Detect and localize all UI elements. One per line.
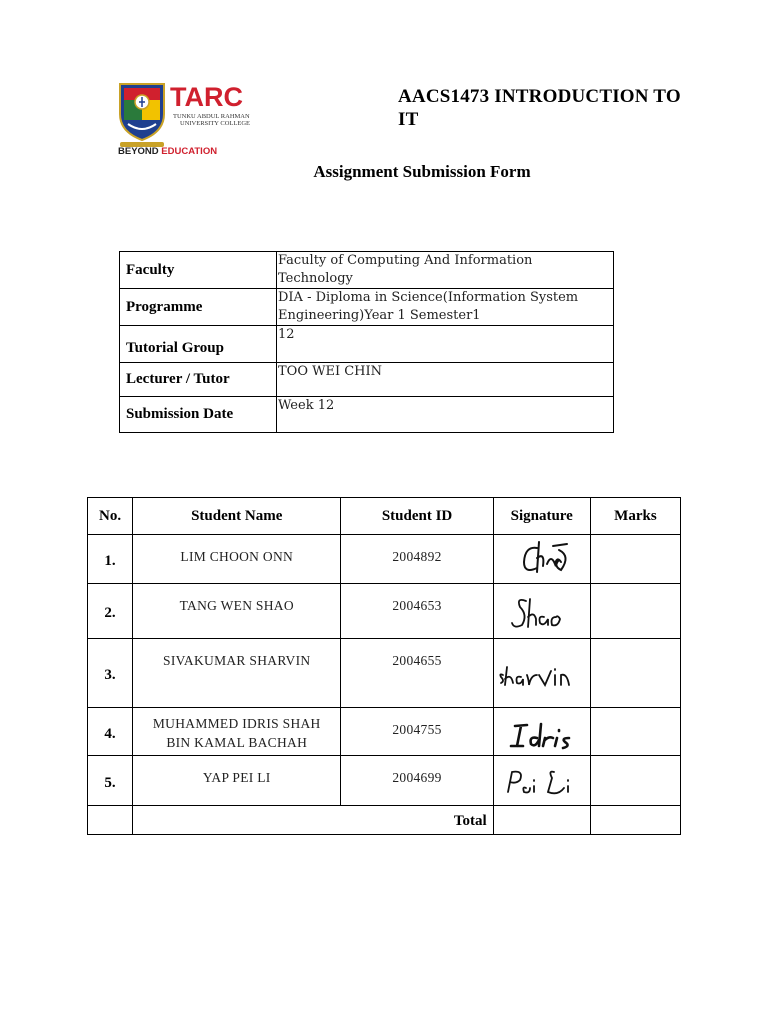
table-row — [88, 584, 681, 639]
student-name — [133, 708, 341, 756]
logo-line1: TUNKU ABDUL RAHMAN — [173, 113, 250, 120]
logo-line2: UNIVERSITY COLLEGE — [180, 120, 250, 127]
marks-cell — [590, 535, 680, 584]
signature-image — [497, 536, 587, 582]
signature-image — [496, 585, 588, 637]
info-label: Submission Date — [120, 397, 277, 433]
header-marks: Marks — [590, 498, 680, 535]
table-header-row — [88, 498, 681, 535]
table-row — [88, 535, 681, 584]
student-id: 2004699 — [341, 756, 493, 806]
signature-cell — [493, 756, 590, 806]
info-label: Faculty — [120, 252, 277, 289]
signature-cell — [493, 708, 590, 756]
info-label: Lecturer / Tutor — [120, 363, 277, 397]
student-id: 2004653 — [341, 584, 493, 639]
student-name: YAP PEI LI — [133, 756, 341, 806]
info-row-faculty — [120, 252, 614, 289]
student-name: SIVAKUMAR SHARVIN — [133, 639, 341, 708]
info-value: TOO WEI CHIN — [277, 363, 614, 397]
info-label: Tutorial Group — [120, 326, 277, 363]
total-label: Total — [133, 806, 494, 835]
table-row — [88, 639, 681, 708]
signature-cell — [493, 639, 590, 708]
info-value: Week 12 — [277, 397, 614, 433]
info-row-programme — [120, 289, 614, 326]
marks-cell — [590, 756, 680, 806]
student-id: 2004655 — [341, 639, 493, 708]
header-no: No. — [88, 498, 133, 535]
total-empty-cell — [88, 806, 133, 835]
row-number: 4. — [88, 708, 133, 756]
course-info-table — [119, 251, 614, 433]
student-name: LIM CHOON ONN — [133, 535, 341, 584]
student-id: 2004755 — [341, 708, 493, 756]
header-student-name: Student Name — [133, 498, 341, 535]
info-value: DIA - Diploma in Science(Information System Engineering)Year 1 Semester1 — [277, 289, 614, 326]
info-row-submission-date — [120, 397, 614, 433]
student-id: 2004892 — [341, 535, 493, 584]
info-value: 12 — [277, 326, 614, 363]
signature-image — [495, 653, 589, 693]
signature-cell — [493, 535, 590, 584]
table-row — [88, 708, 681, 756]
form-title: Assignment Submission Form — [313, 162, 531, 181]
info-value: Faculty of Computing And Information Technology — [277, 252, 614, 289]
total-row — [88, 806, 681, 835]
info-row-tutorial-group — [120, 326, 614, 363]
header-signature: Signature — [493, 498, 590, 535]
row-number: 5. — [88, 756, 133, 806]
student-name: TANG WEN SHAO — [133, 584, 341, 639]
students-table — [87, 497, 681, 835]
signature-image — [497, 710, 587, 754]
signature-image — [496, 758, 588, 804]
logo-brand: TARC — [170, 82, 243, 112]
total-signature-cell — [493, 806, 590, 835]
signature-cell — [493, 584, 590, 639]
row-number: 2. — [88, 584, 133, 639]
logo-tagline: BEYOND EDUCATION — [118, 146, 218, 157]
info-row-lecturer — [120, 363, 614, 397]
row-number: 1. — [88, 535, 133, 584]
course-title: AACS1473 INTRODUCTION TO IT — [398, 86, 681, 130]
student-name-line1: MUHAMMED IDRIS SHAH — [152, 716, 321, 731]
student-name-line2: BIN KAMAL BACHAH — [166, 735, 308, 750]
marks-cell — [590, 708, 680, 756]
row-number: 3. — [88, 639, 133, 708]
table-row — [88, 756, 681, 806]
info-label: Programme — [120, 289, 277, 326]
tarc-logo — [118, 80, 268, 160]
marks-cell — [590, 639, 680, 708]
marks-cell — [590, 584, 680, 639]
crest-icon — [120, 84, 164, 147]
header-student-id: Student ID — [341, 498, 493, 535]
total-marks-cell — [590, 806, 680, 835]
